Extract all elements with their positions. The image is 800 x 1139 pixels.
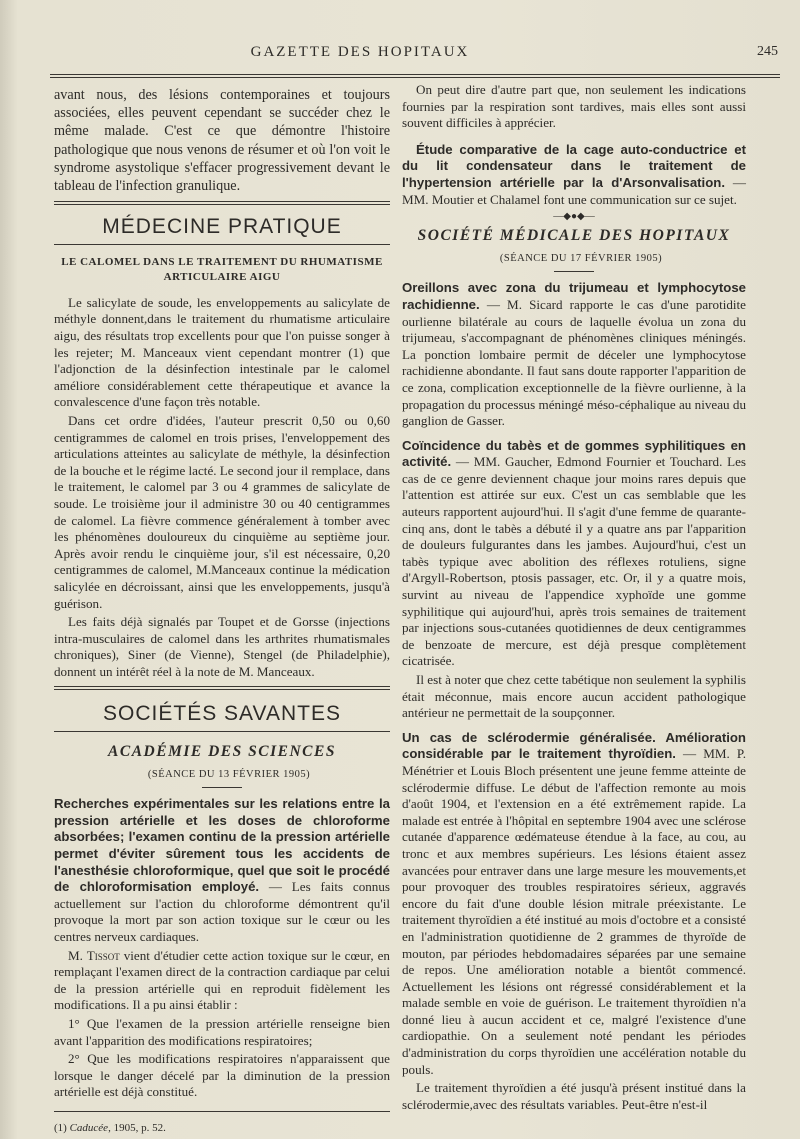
report-lead: Étude comparative de la cage auto-conductrice et du lit condensateur dans le traitement de l'hypertension artérielle par la d'Arsonvalisation. [402,141,746,190]
intro-paragraph: avant nous, des lésions contemporaines et toujours associées, elles peuvent cependant se succéder chez le même malade. C'est ce que démontre l'histoire pathologique que nous venons de résumer et où l'on voit le syndrome asystolique s'effacer progressivement devant le tableau de l'infection granulique. [54,87,390,195]
paragraph: On peut dire d'autre part que, non seulement les indications fournies par la respiration sont tardives, mais elles sont aussi souvent difficiles à apprécier. [402,82,746,131]
section-rule [54,201,390,202]
society-heading: SOCIÉTÉ MÉDICALE DES HOPITAUX [417,227,731,245]
paragraph: Un cas de sclérodermie généralisée. Amélioration considérable par le traitement thyroïdien. — MM. P. Ménétrier et Louis Bloch présentent une jeune femme atteinte de sclérodermie diffuse. Le début de l'affection remonte au mois d'août 1904, et l'extension en a été extrêmement rapide. La malade est entrée à l'hôpital en septembre 1904 avec une sclérose cutanée d'apparence œdémateuse étendue à la face, au cou, au tronc et aux membres supérieurs. Les lésions étaient assez avancées pour entraver dans une large mesure les mouvements,et pour provoquer des troubles respiratoires sérieux, aggravés encore du fait d'une double lésion mitrale préexistante. Le traitement thyroïdien a été institué au mois d'octobre et a consisté en l'administration quotidienne de 2 grammes de thyroïde de mouton, par périodes hebdomadaires séparées par une semaine de repos. Une amélioration notable a bientôt commencé. Actuellement les lésions ont régressé considérablement et la malade semble en voie de guérison. Le traitement thyroïdien n'a donné lieu à aucun accident et ce, malgré l'existence d'une cardiopathie. On a seulement noté pendant les périodes d'administration du corps thyroïdien une accélération notable du pouls. [402,729,746,1077]
author-name: M. Tissot [68,947,120,963]
section-heading-medecine: MÉDECINE PRATIQUE [102,215,342,239]
paragraph: Les faits déjà signalés par Toupet et de Gorsse (injections intra-musculaires de calomel dans les arthrites rhumatismales chroniques), Siner (de Vienne), Stengel (de Philadelphie), donnent un intérêt réel à la note de M. Manceaux. [54,614,390,679]
paragraph: Recherches expérimentales sur les relations entre la pression artérielle et les doses de chloroforme absorbées; l'examen continu de la pression artérielle permet d'éviter sûrement tous les accidents de l'anesthésie chloroformique, quel que soit le procédé de chloroformisation employé. — Les faits connus actuellement sur l'action du chloroforme démontrent qu'il provoque la mort par son action toxique sur le cœur ou les centres nerveux cardiaques. [54,796,390,944]
section-rule [54,731,390,732]
ornament-divider: —◆●◆— [553,211,595,223]
paragraph: Le salicylate de soude, les enveloppements au salicylate de méthyle donnent,dans le traitement du rhumatisme articulaire aigu, des résultats trop excellents pour que l'on puisse songer à les rejeter; M. Manceaux vient cependant montrer (1) que l'adjonction de la désinfection intestinale par le calomel améliore considérablement cette thérapeutique et avance la convalescence d'une façon très notable. [54,294,390,410]
paragraph: Le traitement thyroïdien a été jusqu'à présent institué dans la sclérodermie,avec des résultats variables. Peut-être n'est-il [402,1080,746,1112]
journal-title: GAZETTE DES HOPITAUX [250,44,470,60]
section-rule [54,686,390,687]
section-rule [54,204,390,205]
section-rule [54,689,390,690]
section-rule [54,244,390,245]
paragraph: Oreillons avec zona du trijumeau et lymphocytose rachidienne. — M. Sicard rapporte le cas d'une parotidite ourlienne bilatérale au cours de laquelle évolua un zona du trijumeau, s'accompagnant de phénomènes cliniques méningés. La ponction lombaire permit de déceler une lymphocytose rachidienne abondante. Il faut sans doute rapporter l'apparition de ce zona, complication exceptionnelle de la fièvre ourlienne, à la propagation du processus méningé méso-céphalique au niveau du ganglion de Gasser. [402,280,746,429]
section-heading-societes: SOCIÉTÉS SAVANTES [103,702,341,726]
academy-heading: ACADÉMIE DES SCIENCES [108,743,336,761]
report-lead: Un cas de sclérodermie généralisée. Amélioration considérable par le traitement thyroïdien. [402,729,746,762]
short-rule [202,787,242,788]
report-lead: Recherches expérimentales sur les relations entre la pression artérielle et les doses de chloroforme absorbées; l'examen continu de la pression artérielle permet d'éviter sûrement tous les accidents de l'anesthésie chloroformique, quel que soit le procédé de chloroformisation employé. [54,796,390,895]
session-date: (SÉANCE DU 17 FÉVRIER 1905) [499,252,663,264]
paragraph: Dans cet ordre d'idées, l'auteur prescrit 0,50 ou 0,60 centigrammes de calomel en trois prises, l'enveloppement des articulations atteintes au salicylate de méthyle, la désinfection de la bouche et le régime lacté. Le second jour il remplace, dans le traitement, le calomel par 3 ou 4 grammes de salicylate de soude. Le troisième jour il administre 30 ou 40 centigrammes de calomel. La fièvre commence généralement à tomber avec les phénomènes douloureux du cinquième au septième jour. Après avoir rendu le cinquième jour, s'il est nécessaire, 0,20 centigrammes de calomel, M.Manceaux continue la médication salicylée en décroissant, ainsi que les enveloppements, jusqu'à guérison. [54,412,390,611]
right-column [402,82,746,1115]
page-number: 245 [757,44,778,59]
report-lead: Oreillons avec zona du trijumeau et lymphocytose rachidienne. [402,280,746,312]
short-rule [554,271,594,272]
footnote-rule [54,1111,390,1112]
paragraph: Étude comparative de la cage auto-conductrice et du lit condensateur dans le traitement de l'hypertension artérielle par la d'Arsonvalisation. — MM. Moutier et Chalamel font une communication sur ce sujet. [402,141,746,207]
footnote: (1) Caducée, 1905, p. 52. [54,1121,166,1134]
paragraph: Coïncidence du tabès et de gommes syphilitiques en activité. — MM. Gaucher, Edmond Fournier et Touchard. Les cas de ce genre deviennent chaque jour moins rares depuis que l'attention est attirée sur eux. C'est un cas semblable que les auteurs rapportent aujourd'hui. Il s'agit d'une femme de quarante-cinq ans, dont le tabès a débuté il y a quatre ans par l'apparition de douleurs fulgurantes dans les jambes. Aujourd'hui, c'est un tabès typique avec abolition des réflexes rotuliens, signe d'Argyll-Robertson, ptosis passager, etc. Or, il y a quatre mois, survint au niveau de l'appendice xyphoïde une gomme syphilitique qui aujourd'hui, après trois semaines de traitement par injections sous-cutanées quotidiennes de deux centigrammes de benzoate de mercure, est déjà presque complètement cicatrisée. [402,437,746,669]
list-item: 2° Que les modifications respiratoires n'apparaissent que lorsque le danger décelé par la diminution de la pression artérielle est déjà constitué. [54,1051,390,1100]
header-rule [50,74,780,75]
left-column [54,86,390,1139]
list-item: 1° Que l'examen de la pression artérielle renseigne bien avant l'apparition des modifications respiratoires; [54,1015,390,1048]
report-lead: Coïncidence du tabès et de gommes syphilitiques en activité. [402,437,746,470]
session-date: (SÉANCE DU 13 FÉVRIER 1905) [147,768,311,780]
paragraph: M. Tissot vient d'étudier cette action toxique sur le cœur, en remplaçant l'examen direct de la contraction cardiaque par celui de la pression artérielle qui en reproduit fidèlement les modifications. Il a pu ainsi établir : [54,947,390,1013]
running-header [0,44,800,68]
paragraph: Il est à noter que chez cette tabétique non seulement la syphilis était méconnue, mais encore aucun accident pathologique antérieur ne permettait de la soupçonner. [402,672,746,721]
article-title: LE CALOMEL DANS LE TRAITEMENT DU RHUMATISME ARTICULAIRE AIGU [61,255,383,283]
header-rule-2 [50,77,780,78]
